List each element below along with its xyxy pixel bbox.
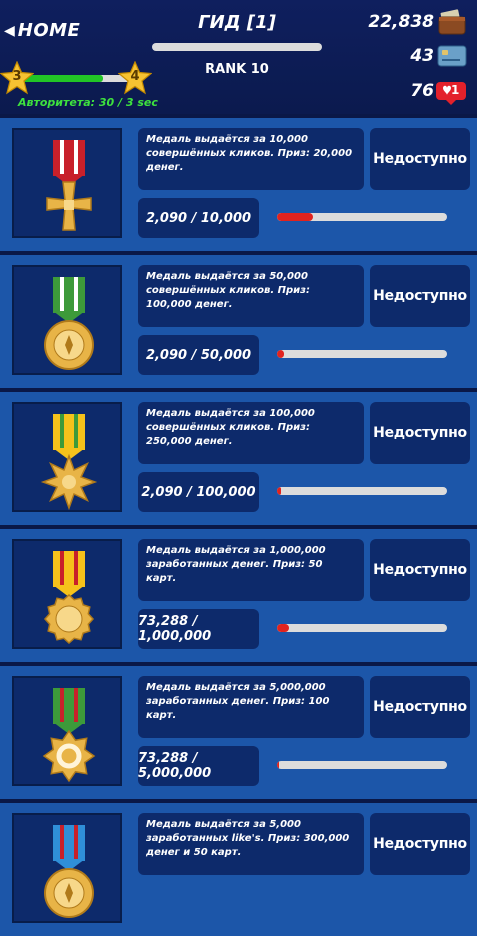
medal-progress-fill: [277, 213, 313, 221]
medal-progress-text: 73,288 / 1,000,000: [138, 609, 259, 649]
medal-status-button[interactable]: Недоступно: [370, 265, 470, 327]
medal-description: Медаль выдаётся за 100,000 совершённых кликов. Приз: 250,000 денег.: [138, 402, 364, 464]
back-arrow-icon: ◀: [4, 22, 15, 39]
medal-list: [0, 114, 477, 936]
medal-progress-bar: [277, 350, 447, 358]
medal-progress-text: 2,090 / 10,000: [138, 198, 259, 238]
money-value: 22,838: [368, 12, 434, 32]
medal-progress-fill: [277, 350, 284, 358]
medal-icon: [12, 265, 122, 375]
medal-progress-bar: [277, 213, 447, 221]
medal-progress-bar: [277, 487, 447, 495]
medal-icon: [12, 128, 122, 238]
home-label: HOME: [17, 20, 81, 41]
medal-progress-fill: [277, 624, 289, 632]
medal-progress-text: 2,090 / 100,000: [138, 472, 259, 512]
medal-status-button[interactable]: Недоступно: [370, 402, 470, 464]
cards-value: 43: [410, 46, 434, 66]
medal-description: Медаль выдаётся за 5,000,000 заработанных денег. Приз: 100 карт.: [138, 676, 364, 738]
medal-row: [0, 114, 477, 251]
current-level-star-icon: [0, 61, 34, 95]
rank-label: RANK 10: [205, 62, 269, 77]
medal-status-button[interactable]: Недоступно: [370, 813, 470, 875]
current-level-value: 3: [12, 69, 22, 84]
top-bar: [0, 0, 477, 114]
card-icon: [437, 45, 467, 67]
medal-row: [0, 388, 477, 525]
medal-status-button[interactable]: Недоступно: [370, 539, 470, 601]
medal-icon: [12, 539, 122, 649]
medal-icon: [12, 676, 122, 786]
medal-description: Медаль выдаётся за 50,000 совершённых кликов. Приз: 100,000 денег.: [138, 265, 364, 327]
medal-progress-bar: [277, 761, 447, 769]
medal-status-button[interactable]: Недоступно: [370, 128, 470, 190]
medal-progress-fill: [277, 487, 281, 495]
medal-description: Медаль выдаётся за 10,000 совершённых кликов. Приз: 20,000 денег.: [138, 128, 364, 190]
medal-row: [0, 662, 477, 799]
medal-status-button[interactable]: Недоступно: [370, 676, 470, 738]
authority-rate-text: Авторитета: 30 / 3 sec: [18, 96, 158, 109]
notification-badge: 1: [451, 83, 460, 97]
medal-icon: [12, 402, 122, 512]
medal-icon: [12, 813, 122, 923]
next-level-value: 4: [130, 69, 140, 84]
name-underline-bar: [152, 43, 322, 51]
medal-description: Медаль выдаётся за 5,000 заработанных like's. Приз: 300,000 денег и 50 карт.: [138, 813, 364, 875]
wallet-icon: [438, 8, 466, 36]
medal-progress-fill: [277, 761, 279, 769]
medal-row: [0, 525, 477, 662]
medal-progress-bar: [277, 624, 447, 632]
medal-progress-text: 2,090 / 50,000: [138, 335, 259, 375]
home-button[interactable]: [4, 20, 80, 41]
likes-value: 76: [410, 81, 434, 101]
next-level-star-icon: [118, 61, 152, 95]
medal-progress-text: 73,288 / 5,000,000: [138, 746, 259, 786]
medal-description: Медаль выдаётся за 1,000,000 заработанных денег. Приз: 50 карт.: [138, 539, 364, 601]
player-name: ГИД [1]: [198, 12, 276, 33]
medal-row: [0, 799, 477, 936]
medal-row: [0, 251, 477, 388]
